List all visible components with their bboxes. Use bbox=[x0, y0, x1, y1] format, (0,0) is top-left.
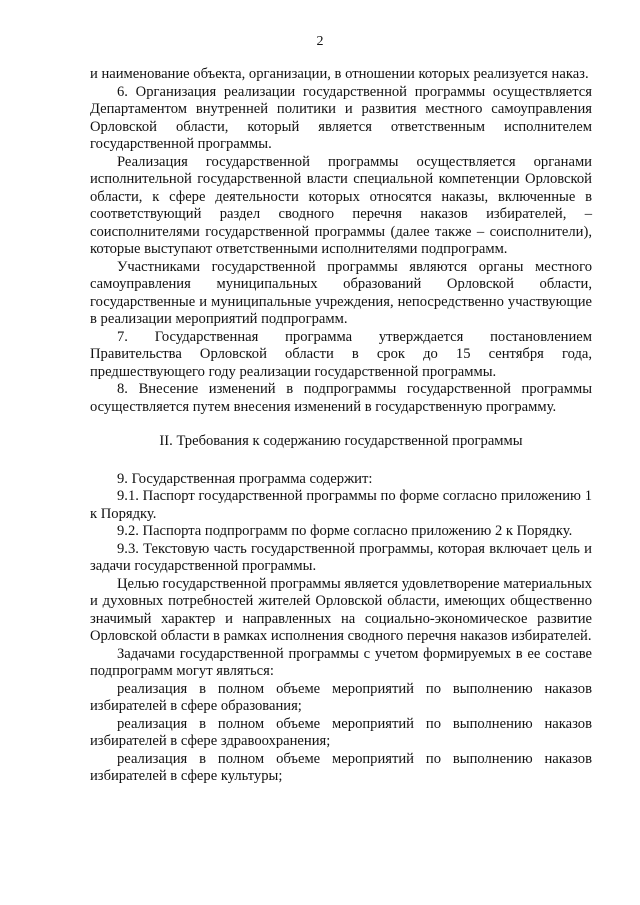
paragraph: Задачами государственной программы с учетом формируемых в ее составе подпрограмм могут являться: bbox=[90, 645, 592, 679]
paragraph: Реализация государственной программы осуществляется органами исполнительной государственной власти специальной компетенции Орловской области, к сфере деятельности которых относятся наказы, включенные в соответствующий раздел сводного перечня наказов избирателей, – соисполнителями государственной программы (далее также – соисполнители), которые выступают ответственными исполнителями подпрограмм. bbox=[90, 153, 592, 257]
paragraph: Участниками государственной программы являются органы местного самоуправления муниципальных образований Орловской области, государственные и муниципальные учреждения, непосредственно участвующие в реализации мероприятий подпрограмм. bbox=[90, 258, 592, 327]
paragraphs-bottom bbox=[90, 471, 592, 786]
paragraph: реализация в полном объеме мероприятий по выполнению наказов избирателей в сфере здравоохранения; bbox=[90, 715, 592, 749]
paragraph: 7. Государственная программа утверждается постановлением Правительства Орловской области в срок до 15 сентября года, предшествующего году реализации государственной программы. bbox=[90, 328, 592, 380]
paragraph: 9.1. Паспорт государственной программы по форме согласно приложению 1 к Порядку. bbox=[90, 488, 592, 522]
paragraph: и наименование объекта, организации, в отношении которых реализуется наказ. bbox=[90, 66, 589, 82]
paragraph: 9.2. Паспорта подпрограмм по форме согласно приложению 2 к Порядку. bbox=[117, 523, 573, 539]
paragraph: Целью государственной программы является удовлетворение материальных и духовных потребностей жителей Орловской области, имеющих общественно значимый характер и направленных на социально-экономическое развитие Орловской области в рамках исполнения сводного перечня наказов избирателей. bbox=[90, 575, 592, 644]
document-body bbox=[90, 66, 592, 786]
paragraph: 9. Государственная программа содержит: bbox=[117, 470, 373, 487]
section-heading: II. Требования к содержанию государственной программы bbox=[159, 433, 523, 449]
paragraphs-top bbox=[90, 66, 592, 416]
paragraph: 6. Организация реализации государственной программы осуществляется Департаментом внутренней политики и развития местного самоуправления Орловской области, который является ответственным исполнителем государственной программы. bbox=[90, 83, 592, 152]
paragraph: 8. Внесение изменений в подпрограммы государственной программы осуществляется путем внесения изменений в государственную программу. bbox=[90, 381, 592, 415]
paragraph: 9.3. Текстовую часть государственной программы, которая включает цель и задачи государственной программы. bbox=[90, 540, 592, 574]
paragraph: реализация в полном объеме мероприятий по выполнению наказов избирателей в сфере образования; bbox=[90, 680, 592, 714]
page-number: 2 bbox=[316, 34, 324, 49]
paragraph: реализация в полном объеме мероприятий по выполнению наказов избирателей в сфере культуры; bbox=[90, 750, 592, 784]
